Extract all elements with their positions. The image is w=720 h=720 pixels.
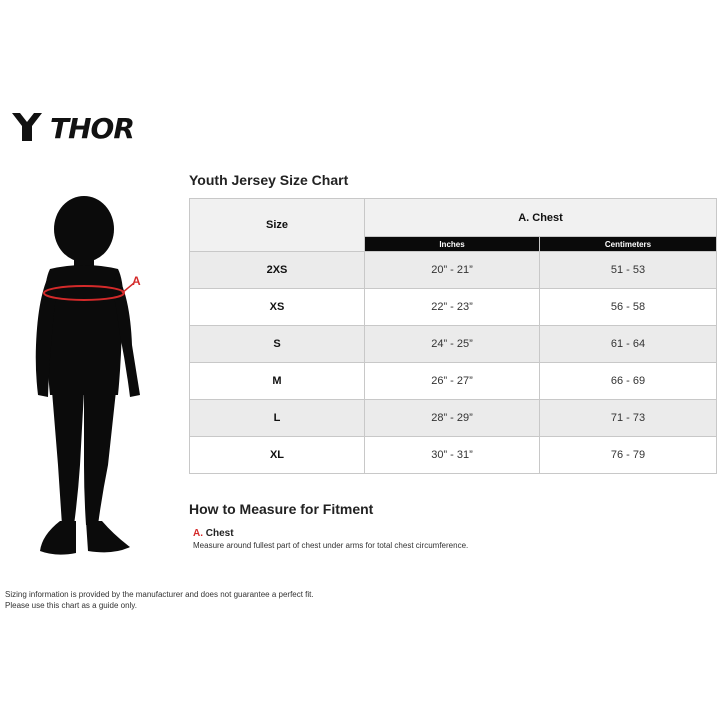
- size-column-header: Size: [190, 199, 365, 252]
- inches-cell: 28” - 29”: [365, 400, 540, 437]
- inches-cell: 26” - 27”: [365, 363, 540, 400]
- chart-title: Youth Jersey Size Chart: [189, 172, 349, 188]
- centimeters-subheader: Centimeters: [540, 237, 717, 252]
- thor-logo-mark-icon: [10, 110, 44, 144]
- inches-cell: 20” - 21”: [365, 252, 540, 289]
- chest-column-header: A. Chest: [365, 199, 717, 237]
- size-cell: XL: [190, 437, 365, 474]
- disclaimer: [5, 589, 314, 611]
- table-row: [190, 289, 717, 326]
- table-row: [190, 437, 717, 474]
- inches-subheader: Inches: [365, 237, 540, 252]
- size-cell: S: [190, 326, 365, 363]
- measure-item-label: [193, 528, 234, 539]
- size-table: [189, 198, 717, 474]
- measure-item-letter: A.: [193, 528, 203, 539]
- inches-cell: 24” - 25”: [365, 326, 540, 363]
- left-shoe: [40, 521, 76, 555]
- table-row: [190, 400, 717, 437]
- centimeters-cell: 51 - 53: [540, 252, 717, 289]
- brand-name: THOR: [50, 112, 134, 145]
- right-shoe: [86, 521, 130, 552]
- table-row: [190, 326, 717, 363]
- chest-marker-label: A: [132, 274, 141, 288]
- centimeters-cell: 56 - 58: [540, 289, 717, 326]
- centimeters-cell: 61 - 64: [540, 326, 717, 363]
- centimeters-cell: 71 - 73: [540, 400, 717, 437]
- table-row: [190, 363, 717, 400]
- size-cell: 2XS: [190, 252, 365, 289]
- inches-cell: 30” - 31”: [365, 437, 540, 474]
- disclaimer-line: Please use this chart as a guide only.: [5, 601, 137, 610]
- right-leg: [84, 391, 116, 525]
- measure-item-description: Measure around fullest part of chest under arms for total chest circumference.: [193, 541, 469, 550]
- size-cell: L: [190, 400, 365, 437]
- left-leg: [52, 391, 84, 525]
- table-row: [190, 252, 717, 289]
- measure-item-name: Chest: [205, 528, 234, 539]
- size-cell: XS: [190, 289, 365, 326]
- measure-title: How to Measure for Fitment: [189, 501, 374, 517]
- thor-logo: [10, 110, 150, 144]
- centimeters-cell: 76 - 79: [540, 437, 717, 474]
- disclaimer-line: Sizing information is provided by the manufacturer and does not guarantee a perfect fit.: [5, 590, 314, 599]
- size-cell: M: [190, 363, 365, 400]
- inches-cell: 22” - 23”: [365, 289, 540, 326]
- child-silhouette: [22, 195, 152, 560]
- head: [54, 196, 114, 262]
- centimeters-cell: 66 - 69: [540, 363, 717, 400]
